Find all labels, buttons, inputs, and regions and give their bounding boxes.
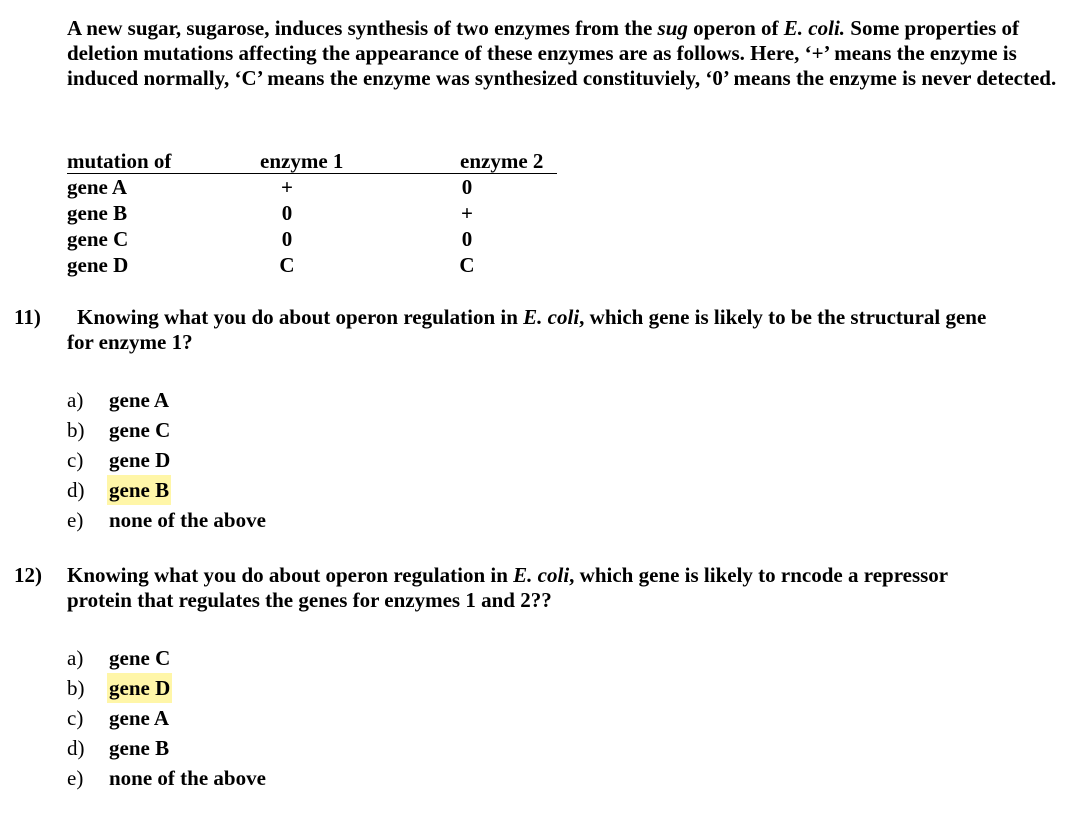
question-text: Knowing what you do about operon regulation in E. coli, which gene is likely to rncode a repressor protein that regulates the genes for enzymes 1 and 2?? <box>67 563 948 612</box>
intro-text-part3: Some properties of deletion mutations affecting the appearance of these enzymes are as follows. Here, ‘+’ means the enzyme is induced normally, ‘C’ means the enzyme was synthesized constituviely, ‘0’ means the enzyme is never detected. <box>67 16 1057 90</box>
option-letter: a) <box>67 388 84 412</box>
table-cell-enzyme2: C <box>459 253 475 277</box>
question-11 <box>14 305 1014 355</box>
table-row <box>67 174 557 200</box>
question-number: 12) <box>14 563 42 587</box>
option-letter: e) <box>67 508 84 532</box>
option-text: none of the above <box>109 766 266 790</box>
organism-name: E. coli <box>523 305 580 329</box>
option-text: none of the above <box>109 508 266 532</box>
mutation-table <box>67 148 557 278</box>
option-letter: c) <box>67 448 84 472</box>
option-text-highlighted: gene D <box>107 673 172 703</box>
table-cell-enzyme1: 0 <box>281 227 293 251</box>
option-letter: b) <box>67 676 85 700</box>
option-letter: b) <box>67 418 85 442</box>
table-cell-enzyme1: C <box>279 253 295 277</box>
table-cell-gene: gene A <box>67 175 128 199</box>
option-letter: e) <box>67 766 84 790</box>
intro-paragraph <box>67 16 1067 91</box>
option-text: gene C <box>109 646 171 670</box>
option-letter: a) <box>67 646 84 670</box>
table-cell-enzyme1: 0 <box>281 201 293 225</box>
option-letter: c) <box>67 706 84 730</box>
question-number: 11) <box>14 305 41 329</box>
table-cell-enzyme2: + <box>461 201 473 225</box>
table-header-enzyme2: enzyme 2 <box>460 149 544 173</box>
table-header-enzyme1: enzyme 1 <box>260 149 344 173</box>
table-header-mutation: mutation of <box>67 149 172 173</box>
question-12 <box>14 563 1014 613</box>
option-text-highlighted: gene B <box>107 475 171 505</box>
intro-text-part2: operon of <box>687 16 784 40</box>
option-letter: d) <box>67 736 85 760</box>
table-row <box>67 200 557 226</box>
table-cell-gene: gene B <box>67 201 128 225</box>
operon-name: sug <box>657 16 688 40</box>
table-cell-enzyme2: 0 <box>461 227 473 251</box>
table-cell-gene: gene D <box>67 253 129 277</box>
table-cell-enzyme2: 0 <box>461 175 473 199</box>
table-cell-enzyme1: + <box>281 175 293 199</box>
option-text: gene A <box>109 388 170 412</box>
table-row <box>67 226 557 252</box>
table-cell-gene: gene C <box>67 227 129 251</box>
organism-name: E. coli <box>513 563 570 587</box>
question-text: Knowing what you do about operon regulation in E. coli, which gene is likely to be the structural gene for enzyme 1? <box>67 305 987 354</box>
intro-text-part1: A new sugar, sugarose, induces synthesis of two enzymes from the <box>67 16 658 40</box>
option-letter: d) <box>67 478 85 502</box>
table-header-row <box>67 148 557 174</box>
organism-name: E. coli. <box>783 16 846 40</box>
option-text: gene D <box>109 448 171 472</box>
table-row <box>67 252 557 278</box>
option-text: gene C <box>109 418 171 442</box>
option-text: gene B <box>109 736 170 760</box>
option-text: gene A <box>109 706 170 730</box>
